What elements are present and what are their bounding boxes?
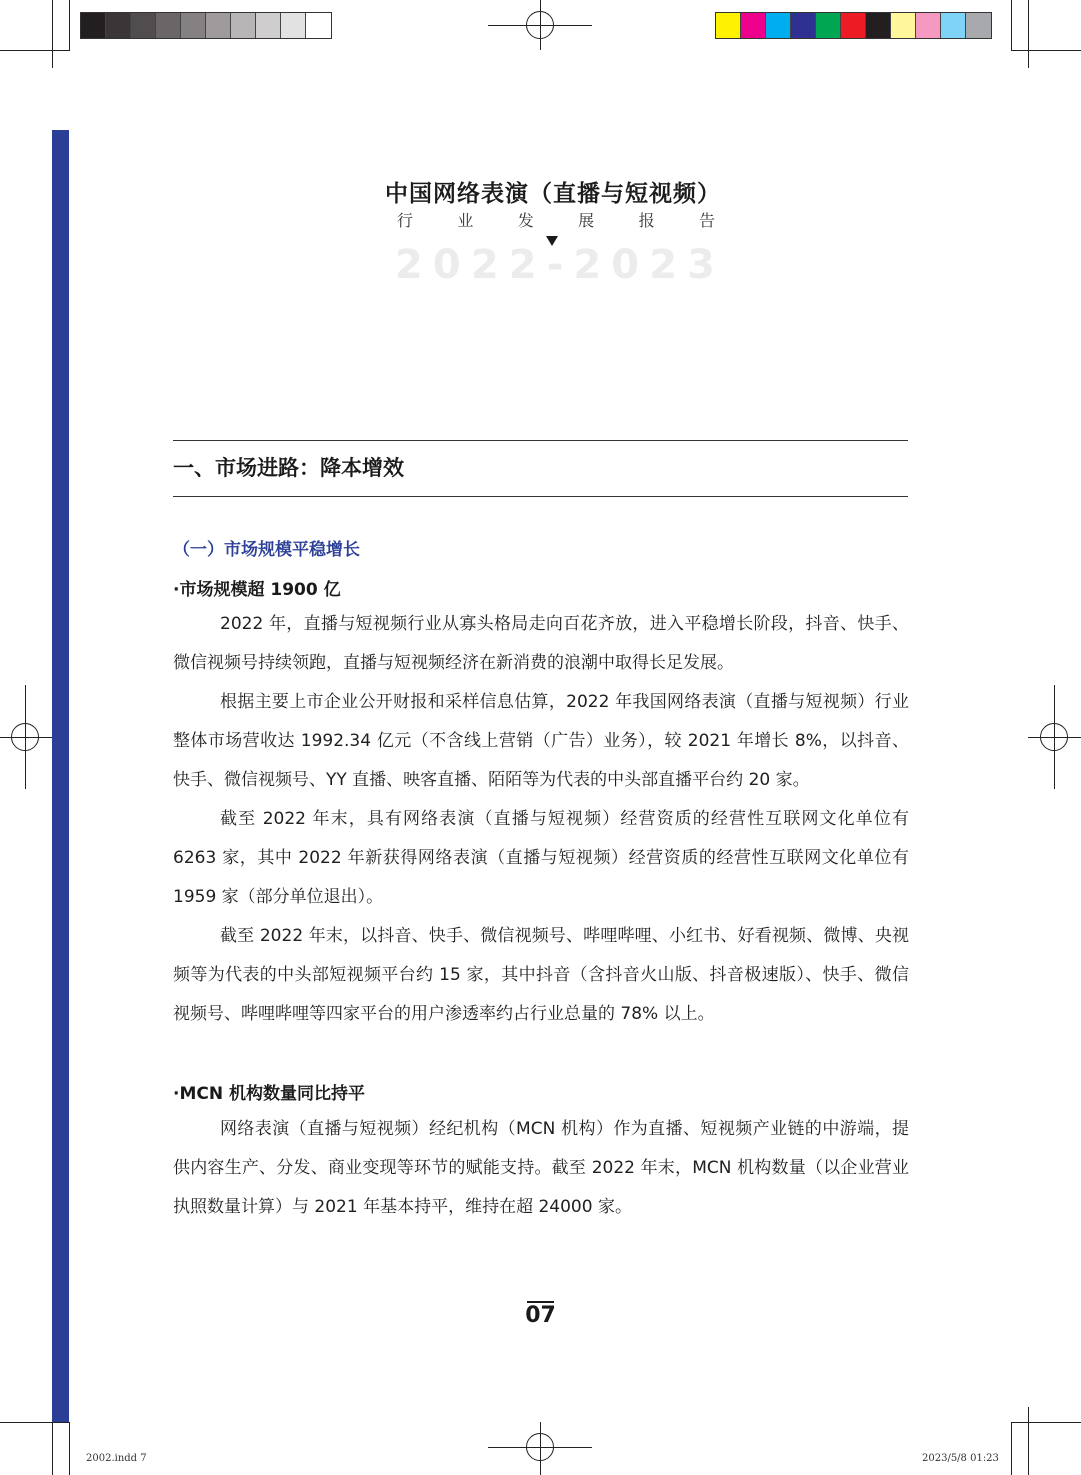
- color-swatch: [966, 13, 991, 38]
- paragraph: 2022 年，直播与短视频行业从寡头格局走向百花齐放，进入平稳增长阶段，抖音、快手、微信视频号持续领跑，直播与短视频经济在新消费的浪潮中取得长足发展。: [173, 614, 909, 673]
- crop-mark: [69, 1422, 70, 1475]
- title-character: 2: [470, 242, 499, 288]
- section-title: 一、市场进路：降本增效: [173, 456, 404, 480]
- title-character: 0: [432, 242, 461, 288]
- title-character: 2: [508, 242, 537, 288]
- color-swatch: [156, 13, 181, 38]
- color-swatch: [841, 13, 866, 38]
- page-number: 07: [525, 1303, 556, 1328]
- bullet-heading: ·市场规模超 1900 亿: [173, 580, 341, 600]
- crop-mark: [1011, 1422, 1081, 1423]
- crop-mark: [69, 0, 70, 50]
- color-swatch: [941, 13, 966, 38]
- side-accent-bar: [52, 130, 69, 1422]
- color-swatch: [306, 13, 331, 38]
- color-swatch: [891, 13, 916, 38]
- paragraph: 根据主要上市企业公开财报和采样信息估算，2022 年我国网络表演（直播与短视频）行业整体市场营收达 1992.34 亿元（不含线上营销（广告）业务），较 2021 年增长 8%，以抖音、快手、微信视频号、YY 直播、映客直播、陌陌等为代表的中头部直播平台约 20 家。: [173, 692, 909, 790]
- crop-mark: [1011, 50, 1081, 51]
- crop-mark: [1028, 0, 1029, 68]
- crop-mark: [0, 1422, 70, 1423]
- date-slug: 2023/5/8 01:23: [922, 1453, 999, 1464]
- color-swatch: [916, 13, 941, 38]
- crop-mark: [1011, 1422, 1012, 1475]
- color-swatch: [716, 13, 741, 38]
- title-character: 2: [649, 242, 678, 288]
- title-character: -: [546, 242, 564, 288]
- color-swatch: [281, 13, 306, 38]
- paragraph: 网络表演（直播与短视频）经纪机构（MCN 机构）作为直播、短视频产业链的中游端，提供内容生产、分发、商业变现等环节的赋能支持。截至 2022 年末，MCN 机构数量（以企业营业执照数量计算）与 2021 年基本持平，维持在超 24000 家。: [173, 1119, 909, 1217]
- color-swatch: [816, 13, 841, 38]
- crop-mark: [1011, 0, 1012, 50]
- file-slug: 2002.indd 7: [86, 1453, 147, 1464]
- title-character: 发: [517, 211, 534, 230]
- title-character: 0: [611, 242, 640, 288]
- title-character: 行: [397, 211, 414, 230]
- paragraph: 截至 2022 年末，以抖音、快手、微信视频号、哔哩哔哩、小红书、好看视频、微博、央视频等为代表的中头部短视频平台约 15 家，其中抖音（含抖音火山版、抖音极速版）、快手、微信视频号、哔哩哔哩等四家平台的用户渗透率约占行业总量的 78% 以上。: [173, 926, 909, 1024]
- report-subtitle: [397, 208, 715, 231]
- report-year: [395, 242, 715, 288]
- color-swatch: [106, 13, 131, 38]
- title-character: 2: [573, 242, 602, 288]
- title-character: 告: [698, 211, 715, 230]
- color-swatch: [866, 13, 891, 38]
- color-swatch: [131, 13, 156, 38]
- color-swatch: [181, 13, 206, 38]
- color-swatch: [791, 13, 816, 38]
- section-rule-top: [173, 440, 908, 441]
- title-character: 业: [457, 211, 474, 230]
- title-character: 3: [687, 242, 715, 288]
- color-swatch: [81, 13, 106, 38]
- color-swatch: [231, 13, 256, 38]
- bullet-heading: ·MCN 机构数量同比持平: [173, 1084, 365, 1104]
- paragraph: 截至 2022 年末，具有网络表演（直播与短视频）经营资质的经营性互联网文化单位有 6263 家，其中 2022 年新获得网络表演（直播与短视频）经营资质的经营性互联网文化单位有 1959 家（部分单位退出）。: [173, 809, 909, 907]
- color-swatch: [741, 13, 766, 38]
- crop-mark: [52, 0, 53, 68]
- title-character: 展: [578, 211, 595, 230]
- subsection-title: （一）市场规模平稳增长: [173, 540, 360, 560]
- color-swatch: [206, 13, 231, 38]
- crop-mark: [0, 50, 70, 51]
- section-rule-bottom: [173, 496, 908, 497]
- title-character: 报: [638, 211, 655, 230]
- title-character: 2: [395, 242, 423, 288]
- report-title: 中国网络表演（直播与短视频）: [385, 181, 721, 207]
- process-color-bar: [715, 12, 992, 39]
- color-swatch: [766, 13, 791, 38]
- color-swatch: [256, 13, 281, 38]
- grayscale-color-bar: [80, 12, 332, 39]
- crop-mark: [1028, 1407, 1029, 1475]
